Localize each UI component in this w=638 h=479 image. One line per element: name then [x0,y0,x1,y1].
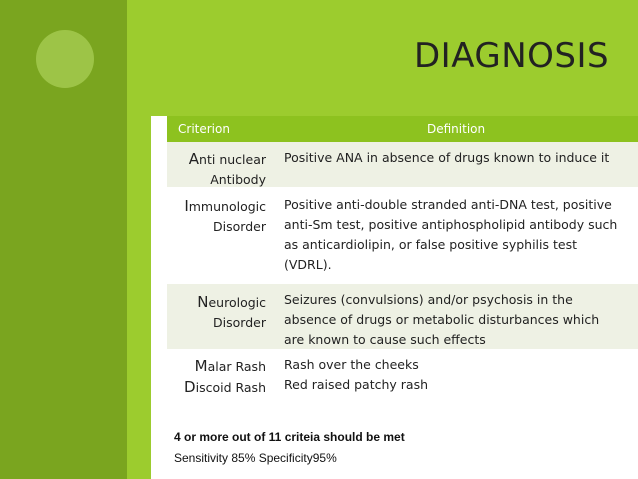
header-criterion: Criterion [178,122,230,136]
criterion-cell: Immunologic Disorder [184,197,266,234]
slide-title: DIAGNOSIS [414,36,610,76]
decorative-circle [36,30,94,88]
definition-cell: Rash over the cheeks Red raised patchy rash [284,357,429,392]
table-header [167,116,638,142]
criteria-table [167,116,638,413]
header-definition: Definition [427,122,486,136]
criterion-cell: Neurologic Disorder [197,293,266,330]
definition-cell: Positive ANA in absence of drugs known to induce it [284,150,610,165]
sensitivity-note: Sensitivity 85% Specificity95% [174,451,337,465]
definition-cell: Seizures (convulsions) and/or psychosis in the absence of drugs or metabolic disturbances which are known to cause such effects [284,292,600,347]
criterion-cell: Malar Rash Discoid Rash [184,357,266,396]
criterion-cell: Anti nuclear Antibody [188,150,266,187]
table-row [167,187,638,284]
table-row [167,142,638,187]
table-row [167,284,638,349]
criteria-note: 4 or more out of 11 criteia should be met [174,430,405,444]
definition-cell: Positive anti-double stranded anti-DNA test, positive anti-Sm test, positive antiphospholipid antibody such as anticardiolipin, or false positive syphilis test (VDRL). [284,197,618,272]
table-row [167,349,638,413]
